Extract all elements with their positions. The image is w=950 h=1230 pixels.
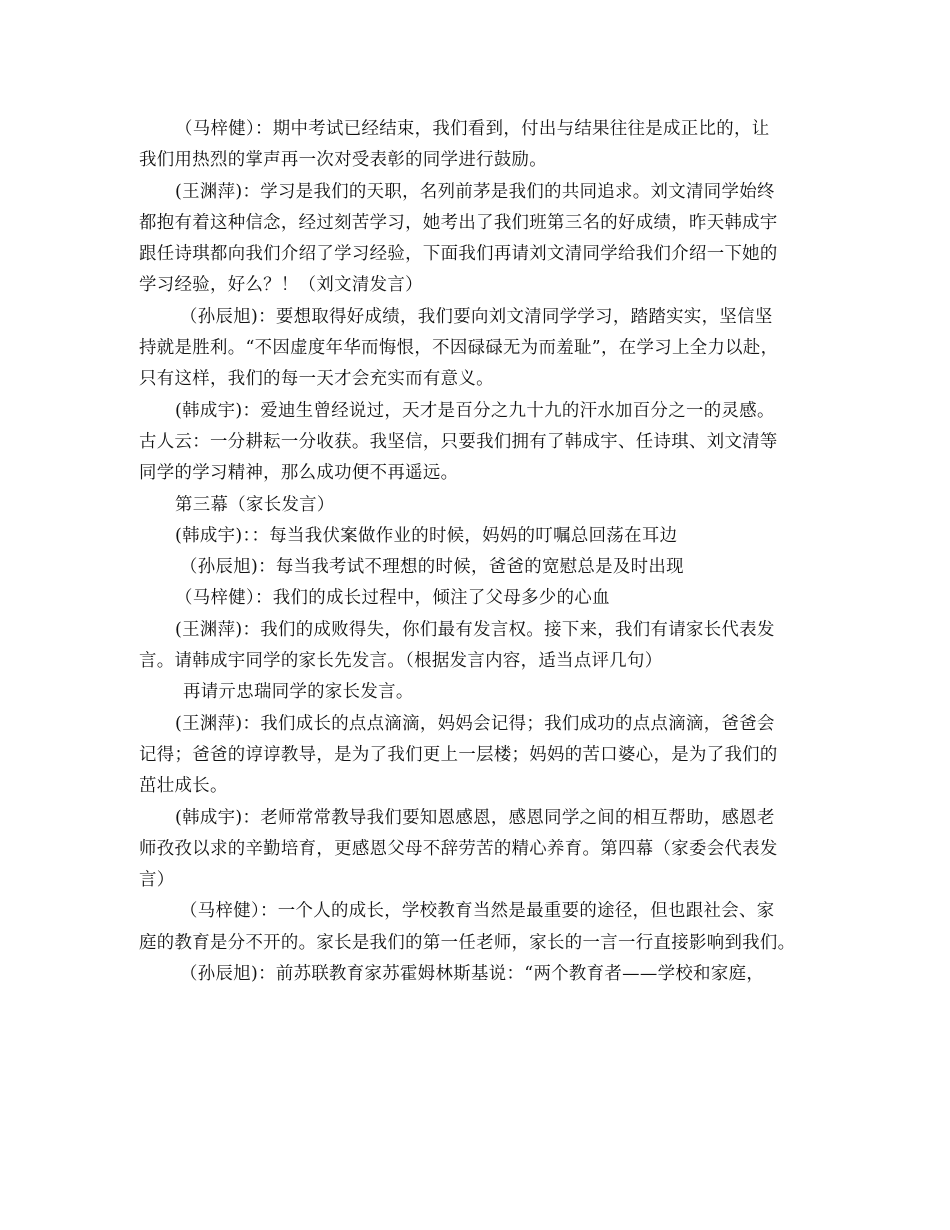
text-line: 持就是胜利。“不因虚度年华而悔恨，不因碌碌无为而羞耻”，在学习上全力以赴，	[139, 338, 779, 359]
text-line: (韩成宇)：爱迪生曾经说过，天才是百分之九十九的汗水加百分之一的灵感。	[175, 400, 775, 421]
text-line: 同学的学习精神，那么成功便不再遥远。	[139, 463, 459, 484]
text-line: 师孜孜以求的辛勤培育，更感恩父母不辞劳苦的精心养育。第四幕（家委会代表发	[139, 838, 778, 859]
text-line: 学习经验，好么？！（刘文清发言）	[139, 275, 423, 296]
text-line: （马梓健）：一个人的成长，学校教育当然是最重要的途径，但也跟社会、家	[180, 901, 775, 922]
text-line: （孙辰旭)：要想取得好成绩，我们要向刘文清同学学习，踏踏实实，坚信坚	[180, 306, 773, 327]
text-line: 第三幕（家长发言）	[175, 494, 335, 515]
text-line: 再请亓忠瑞同学的家长发言。	[183, 682, 414, 703]
text-line: (王渊萍)：我们成长的点点滴滴，妈妈会记得；我们成功的点点滴滴，爸爸会	[175, 713, 775, 734]
text-line: 都抱有着这种信念，经过刻苦学习，她考出了我们班第三名的好成绩，昨天韩成宇	[139, 212, 778, 233]
text-line: （孙辰旭)：前苏联教育家苏霍姆林斯基说：“两个教育者——学校和家庭，	[180, 964, 765, 985]
text-line: (韩成宇)：老师常常教导我们要知恩感恩，感恩同学之间的相互帮助，感恩老	[175, 807, 775, 828]
text-line: 只有这样，我们的每一天才会充实而有意义。	[139, 369, 494, 390]
text-line: （马梓健）：我们的成长过程中，倾注了父母多少的心血	[175, 588, 610, 609]
text-line: (王渊萍)：我们的成败得失，你们最有发言权。接下来，我们有请家长代表发	[175, 619, 775, 640]
text-line: （孙辰旭)：每当我考试不理想的时候，爸爸的宽慰总是及时出现	[180, 557, 684, 578]
text-line: 言）	[139, 870, 175, 891]
text-line: 古人云：一分耕耘一分收获。我坚信，只要我们拥有了韩成宇、任诗琪、刘文清等	[139, 431, 778, 452]
text-line: 记得；爸爸的谆谆教导，是为了我们更上一层楼；妈妈的苦口婆心，是为了我们的	[139, 744, 778, 765]
text-line: 言。请韩成宇同学的家长先发言。（根据发言内容，适当点评几句）	[139, 651, 663, 672]
text-line: 我们用热烈的掌声再一次对受表彰的同学进行鼓励。	[139, 150, 548, 171]
text-line: 跟任诗琪都向我们介绍了学习经验，下面我们再请刘文清同学给我们介绍一下她的	[139, 244, 778, 265]
text-line: (韩成宇)：：每当我伏案做作业的时候，妈妈的叮嘱总回荡在耳边	[175, 525, 678, 546]
text-line: 茁壮成长。	[139, 776, 228, 797]
document-body	[139, 114, 829, 990]
text-line: (王渊萍)：学习是我们的天职，名列前茅是我们的共同追求。刘文清同学始终	[175, 181, 775, 202]
text-line: （马梓健）：期中考试已经结束，我们看到，付出与结果往往是成正比的，让	[175, 119, 770, 139]
text-line: 庭的教育是分不开的。家长是我们的第一任老师，家长的一言一行直接影响到我们。	[139, 932, 796, 953]
